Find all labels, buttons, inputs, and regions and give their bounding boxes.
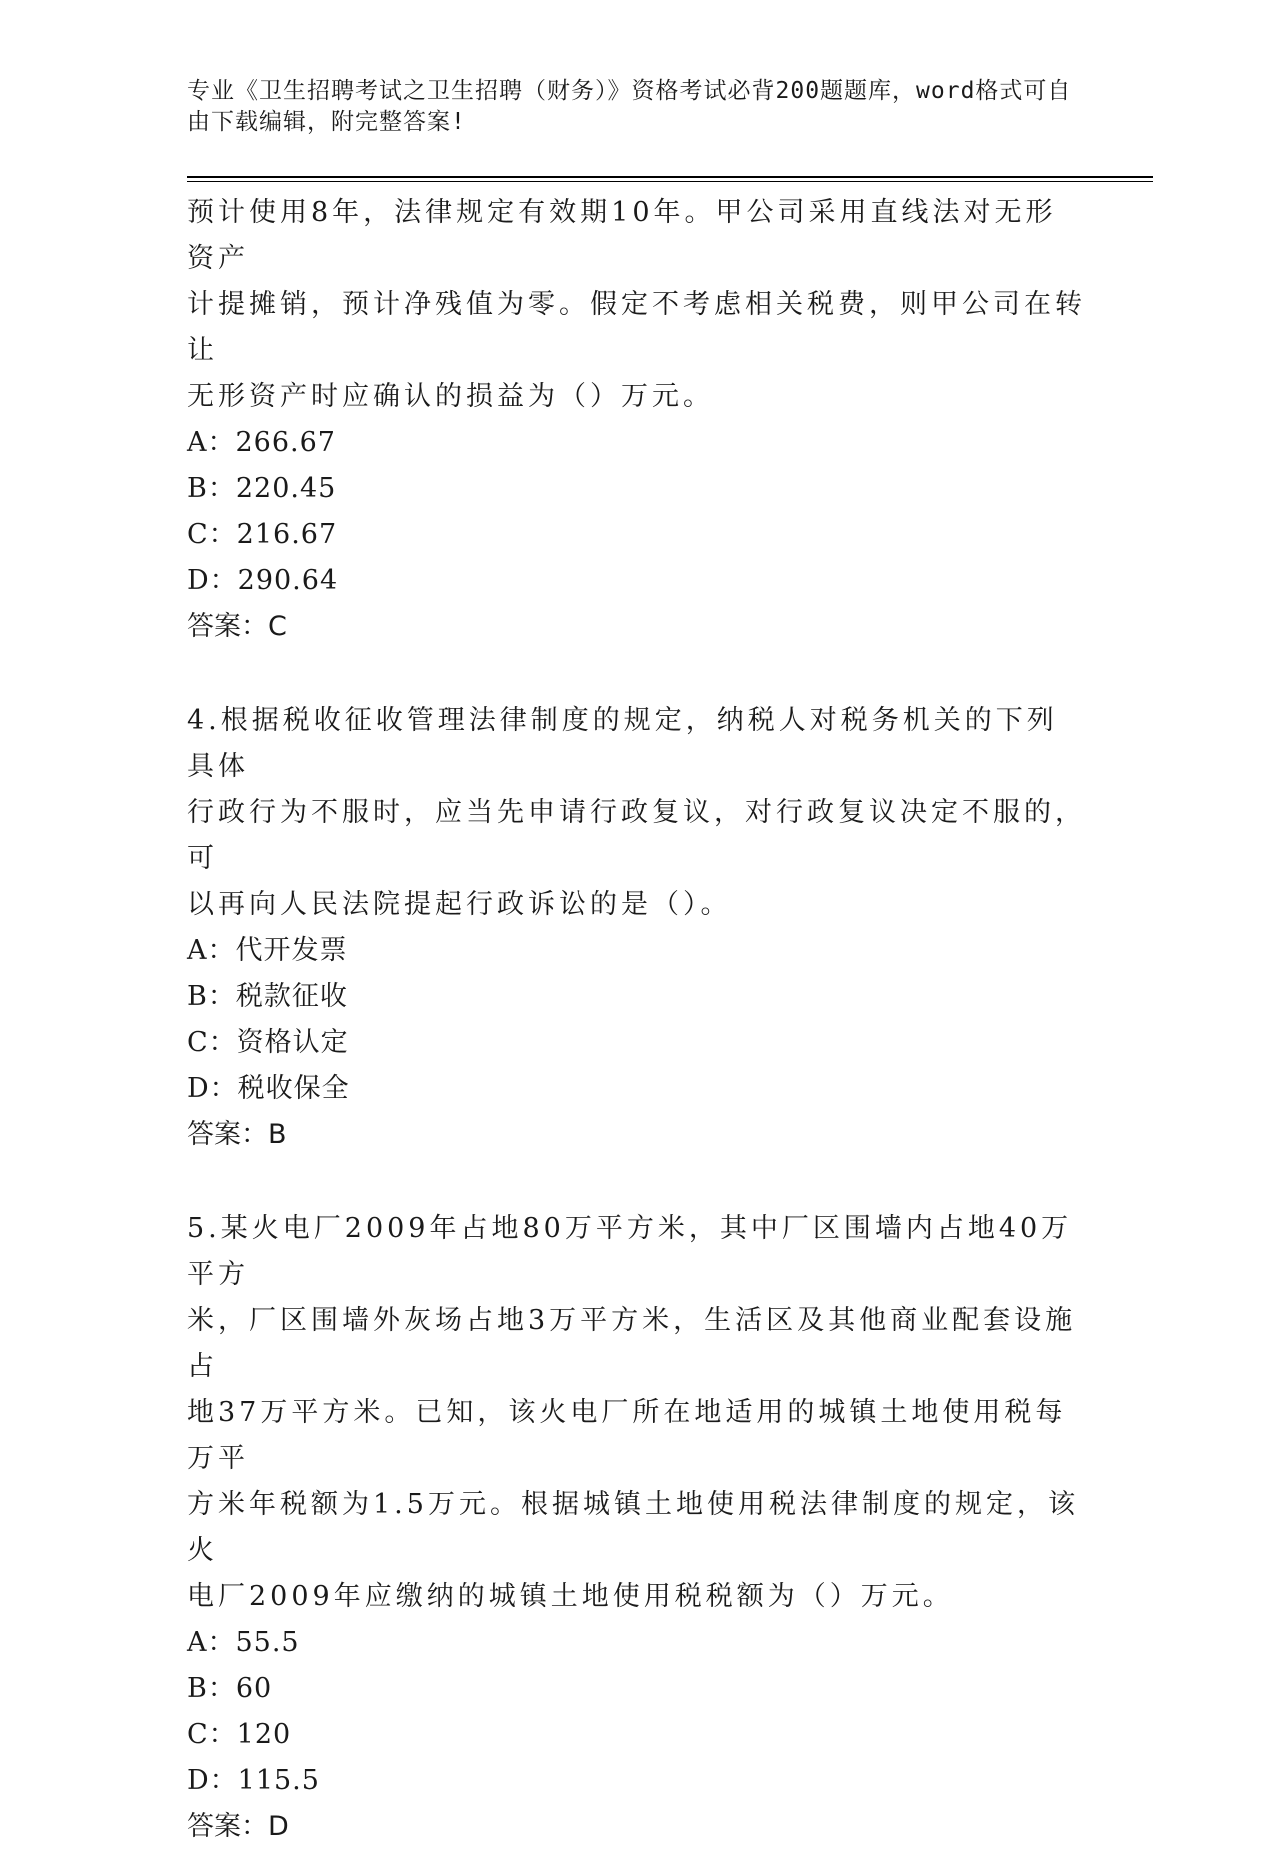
question-stem-line: 以再向人民法院提起行政诉讼的是（）。 — [187, 889, 732, 920]
option-c: C：资格认定 — [187, 1027, 349, 1058]
option-a: A：55.5 — [187, 1627, 300, 1658]
question-stem-line: 米，厂区围墙外灰场占地3万平方米，生活区及其他商业配套设施占 — [187, 1305, 1077, 1382]
question-list — [187, 190, 1087, 1850]
answer: 答案：B — [187, 1119, 287, 1150]
question-5 — [187, 1206, 1087, 1850]
document-header: 专业《卫生招聘考试之卫生招聘（财务）》资格考试必背200题题库，word格式可自由下载编辑，附完整答案! — [187, 78, 1072, 135]
option-b: B：税款征收 — [187, 981, 348, 1012]
question-stem-line: 计提摊销，预计净残值为零。假定不考虑相关税费，则甲公司在转让 — [187, 289, 1086, 366]
question-stem-line: 无形资产时应确认的损益为（）万元。 — [187, 381, 714, 412]
question-stem-line: 预计使用8年，法律规定有效期10年。甲公司采用直线法对无形资产 — [187, 197, 1057, 274]
header-divider-thick — [187, 176, 1153, 178]
option-a: A：代开发票 — [187, 935, 348, 966]
option-c: C：216.67 — [187, 519, 338, 550]
option-d: D：115.5 — [187, 1765, 320, 1796]
answer: 答案：D — [187, 1811, 289, 1842]
option-d: D：税收保全 — [187, 1073, 350, 1104]
question-4 — [187, 698, 1087, 1158]
option-d: D：290.64 — [187, 565, 339, 596]
question-stem-line: 电厂2009年应缴纳的城镇土地使用税税额为（）万元。 — [187, 1581, 954, 1612]
question-stem-line: 方米年税额为1.5万元。根据城镇土地使用税法律制度的规定，该火 — [187, 1489, 1079, 1566]
question-stem-line: 地37万平方米。已知，该火电厂所在地适用的城镇土地使用税每万平 — [187, 1397, 1067, 1474]
option-b: B：220.45 — [187, 473, 337, 504]
header-divider-thin — [187, 181, 1153, 182]
question-stem-line: 行政行为不服时，应当先申请行政复议，对行政复议决定不服的，可 — [187, 797, 1086, 874]
question-continued — [187, 190, 1087, 650]
question-stem-line: 4.根据税收征收管理法律制度的规定，纳税人对税务机关的下列具体 — [187, 705, 1058, 782]
option-b: B：60 — [187, 1673, 273, 1704]
answer: 答案：C — [187, 611, 287, 642]
option-c: C：120 — [187, 1719, 292, 1750]
question-stem-line: 5.某火电厂2009年占地80万平方米，其中厂区围墙内占地40万平方 — [187, 1213, 1073, 1290]
option-a: A：266.67 — [187, 427, 336, 458]
